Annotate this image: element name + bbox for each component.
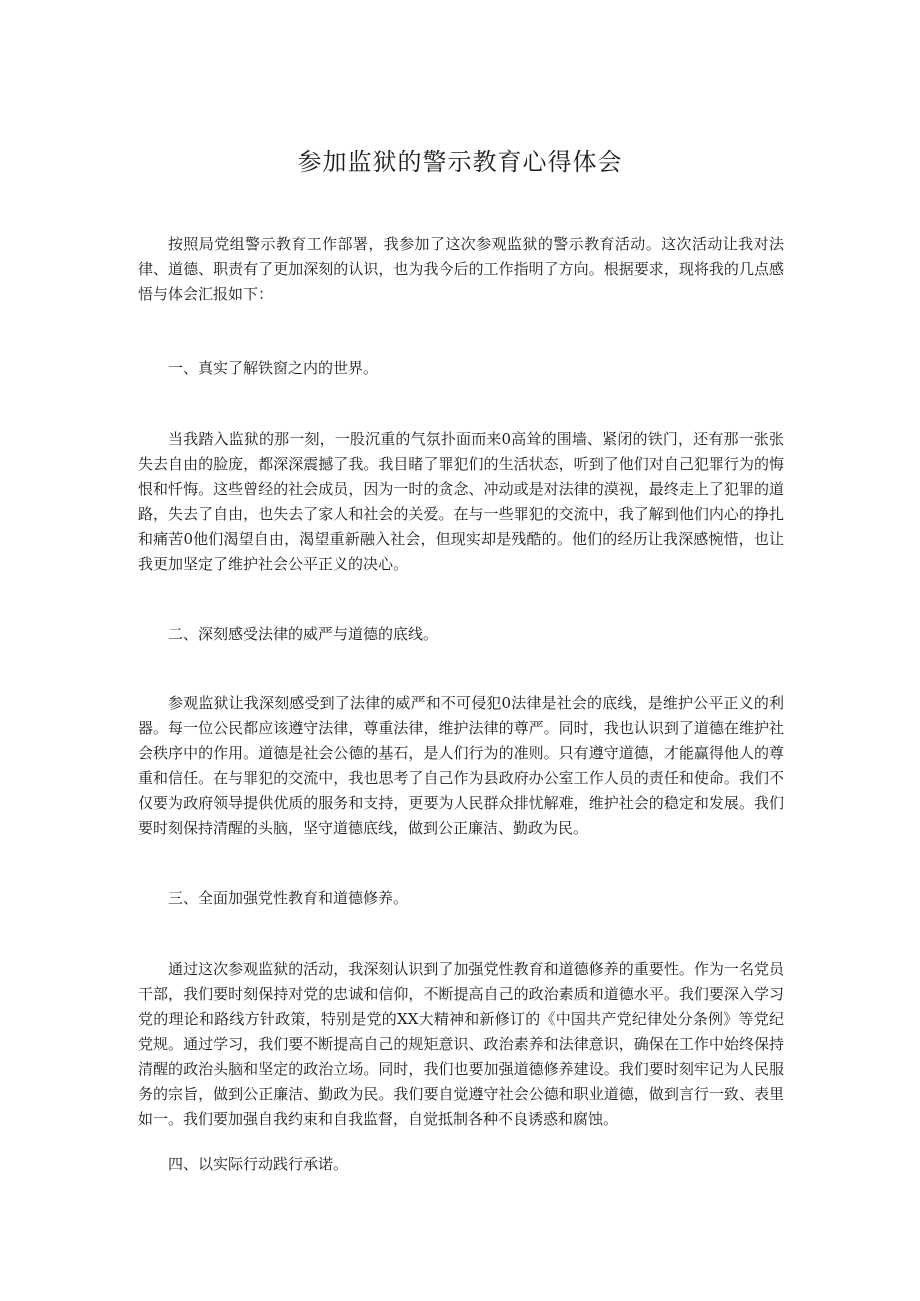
section-4-heading: 四、以实际行动践行承诺。 bbox=[168, 1155, 349, 1173]
intro-paragraph: 按照局党组警示教育工作部署，我参加了这次参观监狱的警示教育活动。这次活动让我对法律、道德、职责有了更加深刻的认识，也为我今后的工作指明了方向。根据要求，现将我的几点感悟与体会汇报如下： bbox=[138, 235, 784, 303]
section-1-heading: 一、真实了解铁窗之内的世界。 bbox=[168, 359, 379, 377]
section-2-heading: 二、深刻感受法律的威严与道德的底线。 bbox=[168, 625, 439, 643]
section-1-paragraph: 当我踏入监狱的那一刻，一股沉重的气氛扑面而来0高耸的围墙、紧闭的铁门，还有那一张张失去自由的脸庞，都深深震撼了我。我目睹了罪犯们的生活状态，听到了他们对自己犯罪行为的悔恨和忏悔。这些曾经的社会成员，因为一时的贪念、冲动或是对法律的漠视，最终走上了犯罪的道路，失去了自由，也失去了家人和社会的关爱。在与一些罪犯的交流中，我了解到他们内心的挣扎和痛苦0他们渴望自由，渴望重新融入社会，但现实却是残酷的。他们的经历让我深感惋惜，也让我更加坚定了维护社会公平正义的决心。 bbox=[138, 430, 784, 573]
section-3-heading: 三、全面加强党性教育和道德修养。 bbox=[168, 889, 409, 907]
document-title: 参加监狱的警示教育心得体会 bbox=[297, 148, 623, 176]
section-2-paragraph: 参观监狱让我深刻感受到了法律的威严和不可侵犯0法律是社会的底线，是维护公平正义的利器。每一位公民都应该遵守法律，尊重法律，维护法律的尊严。同时，我也认识到了道德在维护社会秩序中的作用。道德是社会公德的基石，是人们行为的准则。只有遵守道德，才能赢得他人的尊重和信任。在与罪犯的交流中，我也思考了自己作为县政府办公室工作人员的责任和使命。我们不仅要为政府领导提供优质的服务和支持，更要为人民群众排忧解难，维护社会的稳定和发展。我们要时刻保持清醒的头脑，坚守道德底线，做到公正廉洁、勤政为民。 bbox=[138, 694, 784, 837]
section-3-paragraph: 通过这次参观监狱的活动，我深刻认识到了加强党性教育和道德修养的重要性。作为一名党员干部，我们要时刻保持对党的忠诚和信仰，不断提高自己的政治素质和道德水平。我们要深入学习党的理论和路线方针政策，特别是党的XX大精神和新修订的《中国共产党纪律处分条例》等党纪党规。通过学习，我们要不断提高自己的规矩意识、政治素养和法律意识，确保在工作中始终保持清醒的政治头脑和坚定的政治立场。同时，我们也要加强道德修养建设。我们要时刻牢记为人民服务的宗旨，做到公正廉洁、勤政为民。我们要自觉遵守社会公德和职业道德，做到言行一致、表里如一。我们要加强自我约束和自我监督，自觉抵制各种不良诱惑和腐蚀。 bbox=[138, 960, 784, 1128]
